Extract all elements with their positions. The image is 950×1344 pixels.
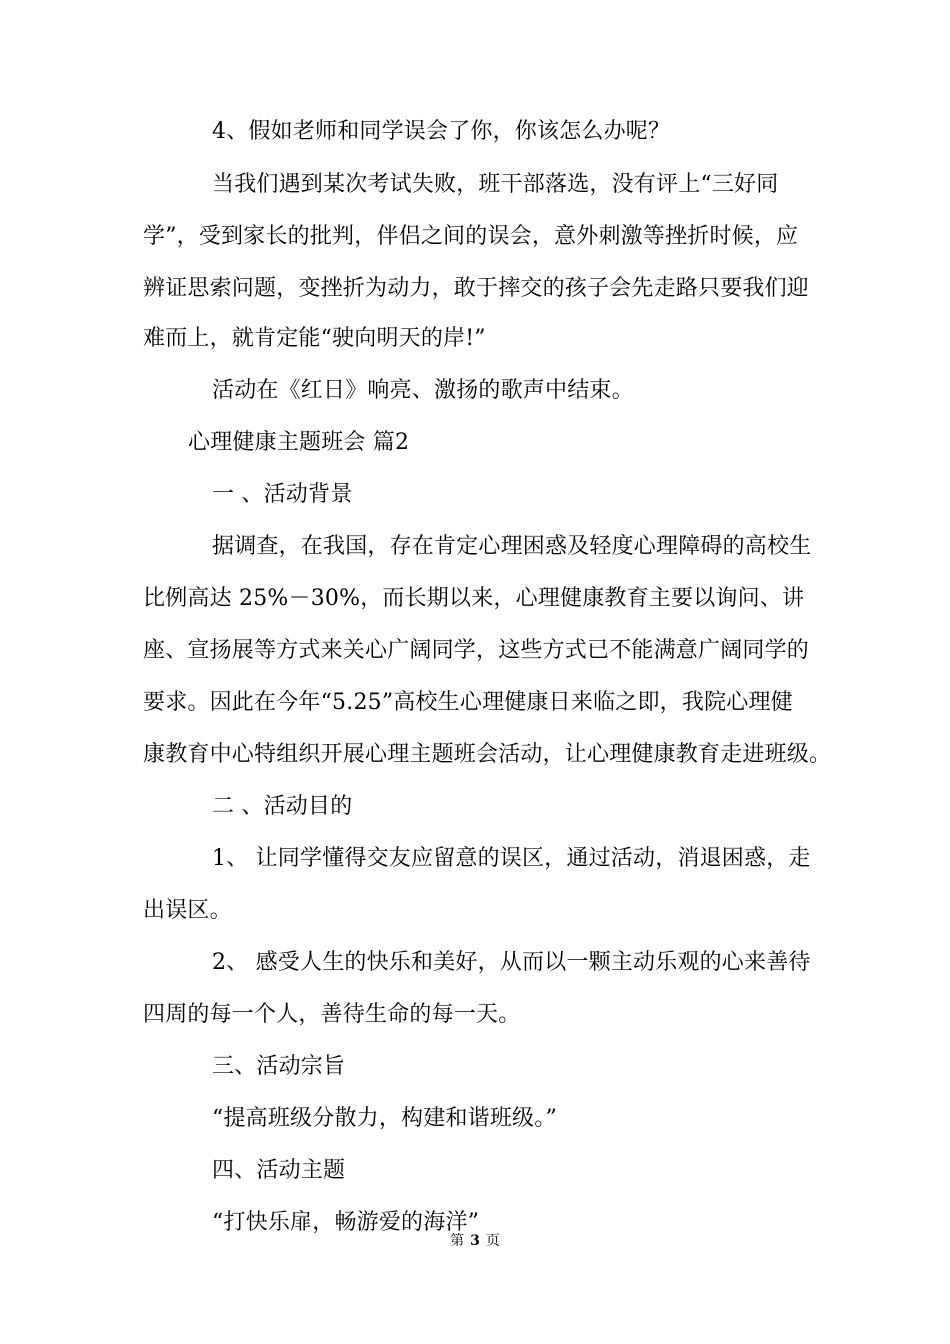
- text-line-paragraph-1a: 当我们遇到某次考试失败，班干部落选，没有评上“三好同: [212, 172, 779, 197]
- text-line-tenet: “提高班级分散力，构建和谐班级。”: [212, 1106, 557, 1131]
- text-line-background-e: 康教育中心特组织开展心理主题班会活动，让心理健康教育走进班级。: [143, 742, 832, 767]
- page-number: 3: [470, 1233, 480, 1249]
- text-line-background-c: 座、宣扬展等方式来关心广阔同学，这些方式已不能满意广阔同学的: [143, 638, 810, 663]
- text-line-theme: “打快乐扉，畅游爱的海洋”: [212, 1210, 480, 1235]
- text-line-background-d: 要求。因此在今年“5.25”高校生心理健康日来临之即，我院心理健: [143, 690, 793, 715]
- text-line-purpose-2a: 2、 感受人生的快乐和美好，从而以一颗主动乐观的心来善待: [212, 950, 811, 975]
- text-line-purpose-1a: 1、 让同学懂得交友应留意的误区，通过活动，消退困惑，走: [212, 846, 811, 871]
- footer-suffix: 页: [485, 1233, 500, 1249]
- text-line-activity-end: 活动在《红日》响亮、激扬的歌声中结束。: [212, 378, 634, 403]
- heading-background: 一 、活动背景: [212, 482, 353, 507]
- heading-theme: 四、活动主题: [212, 1158, 346, 1183]
- text-line-question-4: 4、假如老师和同学误会了你，你该怎么办呢？: [212, 119, 671, 144]
- text-line-background-b: 比例高达 25%－30%，而长期以来，心理健康教育主要以询问、讲: [143, 586, 805, 611]
- page-footer: [0, 1231, 950, 1251]
- heading-purpose: 二 、活动目的: [212, 794, 353, 819]
- section-title-part-2: 心理健康主题班会 篇2: [188, 430, 410, 455]
- heading-tenet: 三、活动宗旨: [212, 1054, 346, 1079]
- text-line-purpose-2b: 四周的每一个人，善待生命的每一天。: [143, 1002, 521, 1027]
- text-line-paragraph-1b: 学”，受到家长的批判，伴侣之间的误会，意外刺激等挫折时候，应: [143, 224, 799, 249]
- text-line-purpose-1b: 出误区。: [143, 898, 232, 923]
- text-line-paragraph-1c: 辨证思索问题，变挫折为动力，敢于摔交的孩子会先走路只要我们迎: [143, 276, 810, 301]
- footer-prefix: 第: [450, 1233, 465, 1249]
- text-line-paragraph-1d: 难而上，就肯定能“驶向明天的岸!”: [143, 326, 486, 351]
- text-line-background-a: 据调查，在我国，存在肯定心理困惑及轻度心理障碍的高校生: [212, 534, 812, 559]
